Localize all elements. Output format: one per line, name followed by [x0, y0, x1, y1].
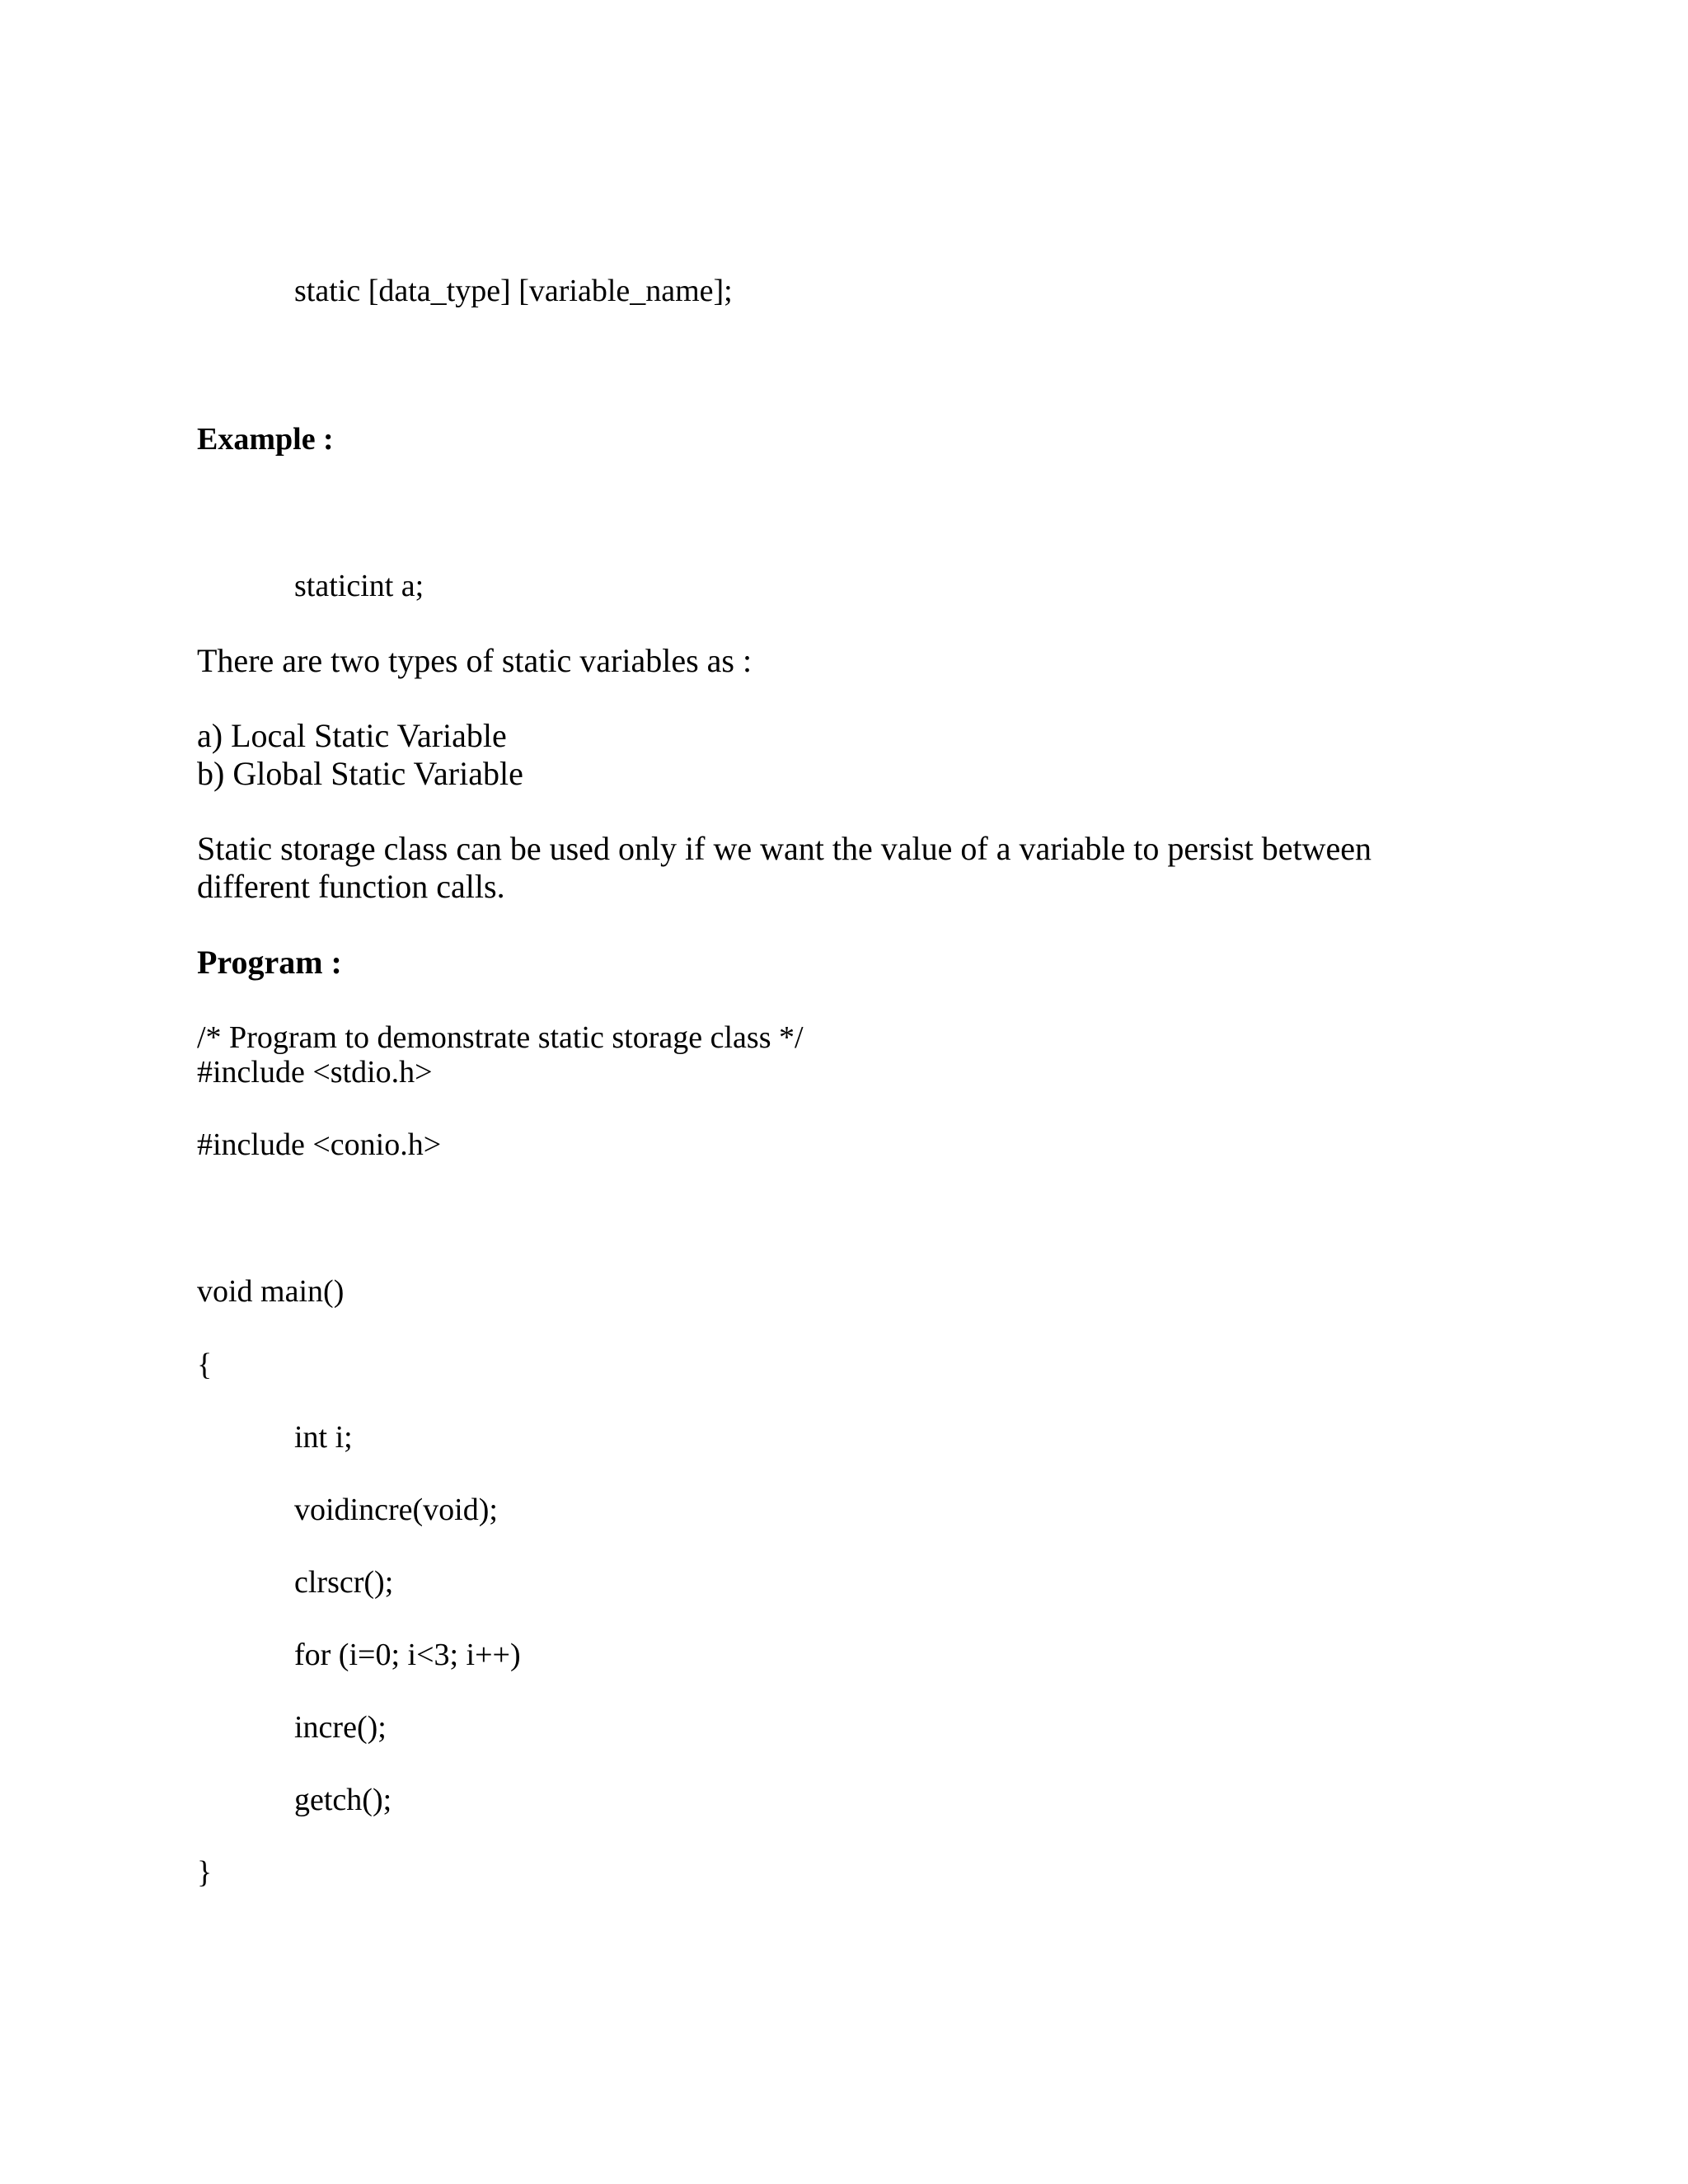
- code-close-brace: }: [197, 1855, 213, 1890]
- code-body-line: voidincre(void);: [294, 1493, 498, 1527]
- example-code: staticint a;: [294, 569, 424, 603]
- syntax-line: static [data_type] [variable_name];: [294, 274, 733, 308]
- code-open-brace: {: [197, 1347, 213, 1382]
- code-body-line: incre();: [294, 1710, 387, 1745]
- code-include-conio: #include <conio.h>: [197, 1127, 442, 1162]
- types-list-item-global: b) Global Static Variable: [197, 755, 523, 792]
- program-heading: Program :: [197, 944, 342, 981]
- code-body-line: getch();: [294, 1783, 392, 1817]
- code-include-stdio: #include <stdio.h>: [197, 1055, 433, 1090]
- types-intro: There are two types of static variables as :: [197, 642, 753, 679]
- code-body-line: clrscr();: [294, 1565, 394, 1600]
- types-list-item-local: a) Local Static Variable: [197, 717, 507, 754]
- code-comment: /* Program to demonstrate static storage class */: [197, 1020, 804, 1055]
- code-body-line: int i;: [294, 1420, 353, 1455]
- code-body-line: for (i=0; i<3; i++): [294, 1638, 521, 1672]
- example-heading: Example :: [197, 422, 334, 457]
- description-line-2: different function calls.: [197, 868, 505, 905]
- description-line-1: Static storage class can be used only if we want the value of a variable to persist between: [197, 830, 1372, 867]
- code-main-signature: void main(): [197, 1274, 345, 1309]
